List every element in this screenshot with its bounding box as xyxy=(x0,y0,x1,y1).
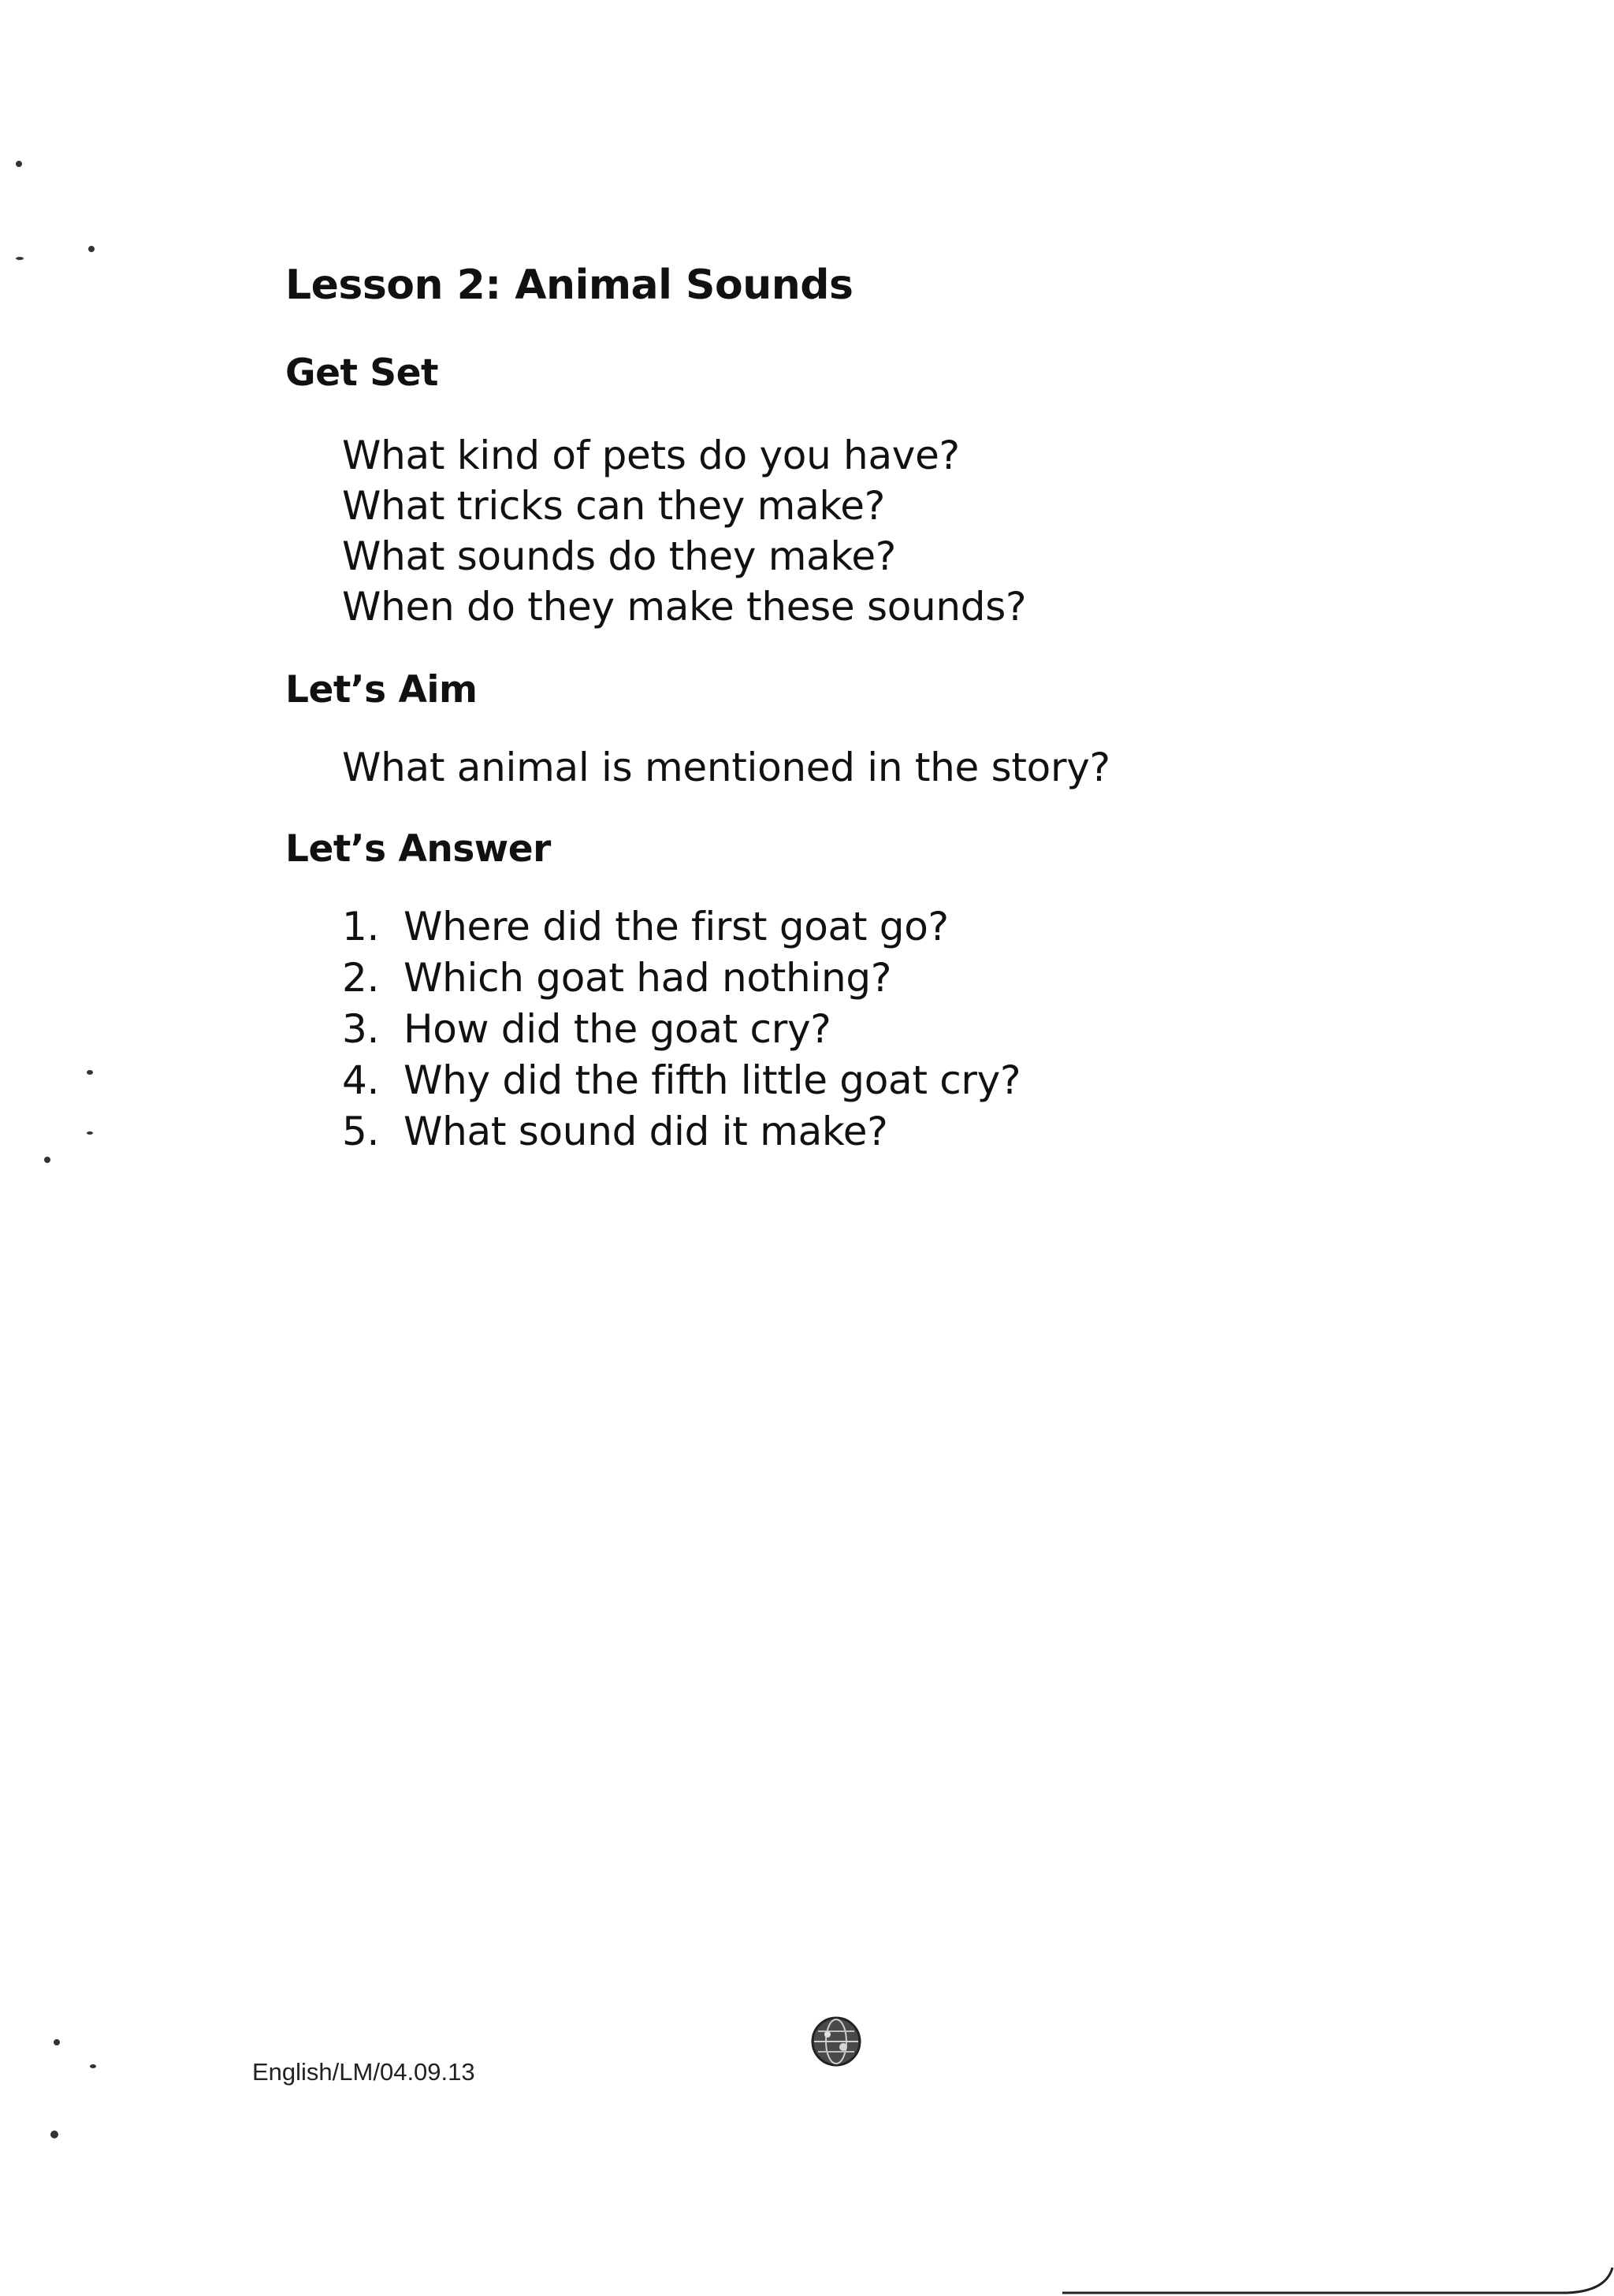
lets-aim-heading: Let’s Aim xyxy=(285,668,478,711)
lets-aim-question: What animal is mentioned in the story? xyxy=(342,745,1110,790)
scan-speck xyxy=(87,1070,93,1075)
item-text: Why did the fifth little goat cry? xyxy=(404,1057,1021,1103)
list-item xyxy=(342,1004,1021,1055)
item-text: Where did the first goat go? xyxy=(404,904,949,949)
scan-speck xyxy=(44,1157,50,1163)
list-item xyxy=(342,901,1021,953)
get-set-heading: Get Set xyxy=(285,351,438,395)
item-number: 5. xyxy=(342,1109,380,1154)
item-number: 4. xyxy=(342,1057,380,1103)
document-code: English/LM/04.09.13 xyxy=(252,2058,475,2086)
scan-speck xyxy=(90,2064,96,2068)
list-item xyxy=(342,1055,1021,1106)
item-number: 3. xyxy=(342,1006,380,1052)
lets-answer-list xyxy=(342,901,1021,1157)
item-number: 2. xyxy=(342,955,380,1001)
list-item xyxy=(342,1106,1021,1157)
get-set-question: What kind of pets do you have? xyxy=(342,433,960,478)
get-set-question: What tricks can they make? xyxy=(342,483,885,529)
lets-aim-questions xyxy=(342,742,1110,793)
globe-seal-icon xyxy=(810,2016,862,2068)
item-text: What sound did it make? xyxy=(404,1109,888,1154)
scan-speck xyxy=(16,257,24,260)
item-number: 1. xyxy=(342,904,380,949)
lets-answer-heading: Let’s Answer xyxy=(285,827,551,871)
scan-speck xyxy=(50,2131,58,2138)
item-text: How did the goat cry? xyxy=(404,1006,831,1052)
lesson-title: Lesson 2: Animal Sounds xyxy=(285,262,853,309)
list-item xyxy=(342,953,1021,1004)
scan-speck xyxy=(16,161,22,167)
get-set-question: When do they make these sounds? xyxy=(342,584,1027,630)
scan-speck xyxy=(88,246,95,252)
item-text: Which goat had nothing? xyxy=(404,955,892,1001)
scan-speck xyxy=(54,2039,60,2045)
get-set-question: What sounds do they make? xyxy=(342,533,897,579)
get-set-questions xyxy=(342,430,1026,632)
scan-speck xyxy=(87,1131,93,1135)
page-edge xyxy=(1062,2264,1614,2296)
